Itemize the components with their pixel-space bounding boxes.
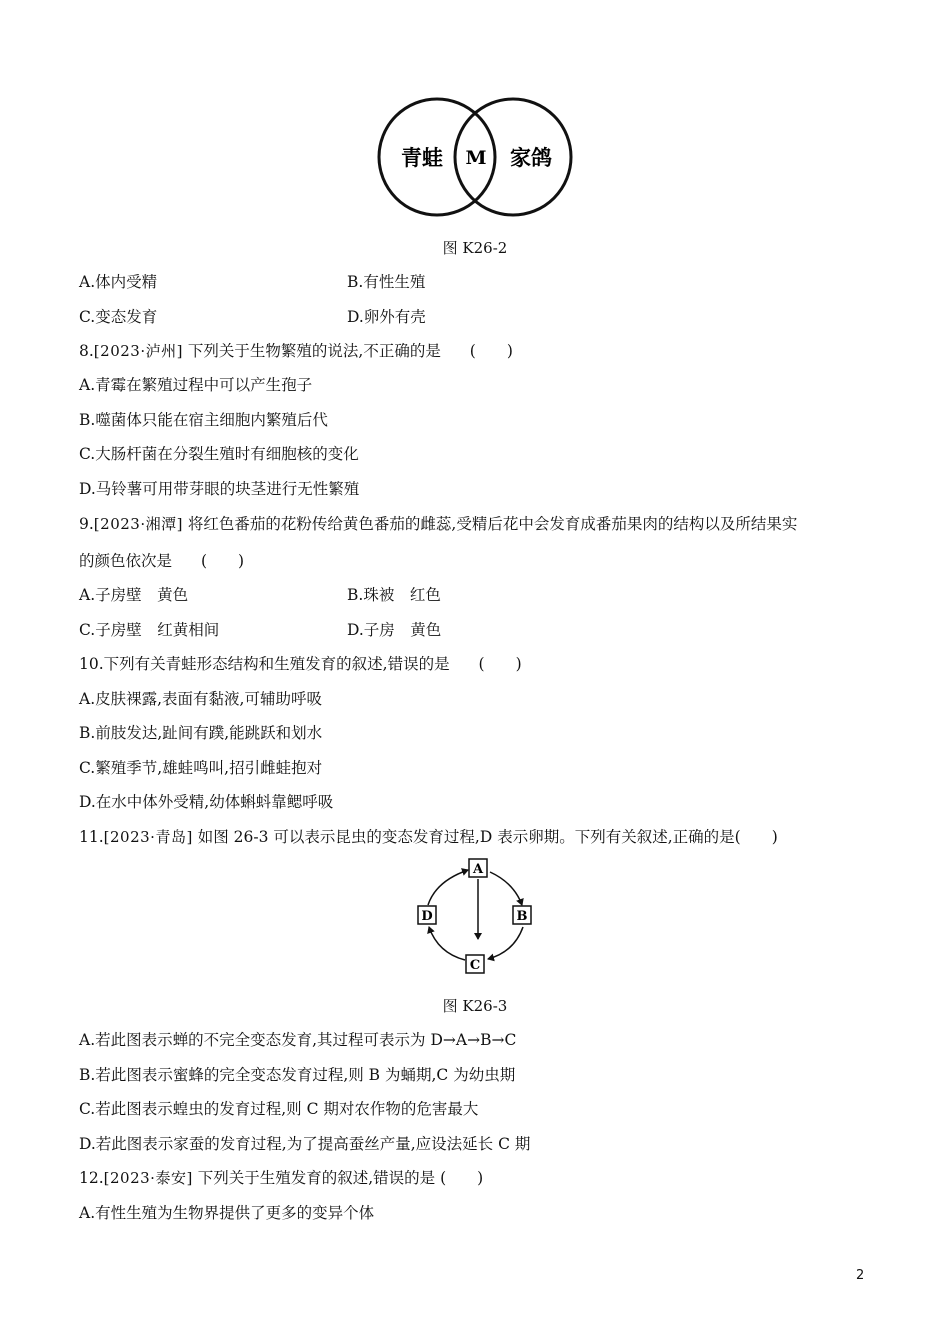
- q10-answer-blank: ( ): [478, 655, 522, 673]
- q10-stem: [79, 654, 522, 674]
- arrow-b-to-c: [488, 927, 523, 959]
- q9-text-line1: 将红色番茄的花粉传给黄色番茄的雌蕊,受精后花中会发育成番茄果肉的结构以及所结果实: [187, 515, 798, 533]
- q8-option-d: D.马铃薯可用带芽眼的块茎进行无性繁殖: [79, 480, 360, 498]
- q8-answer-blank: ( ): [469, 342, 513, 360]
- q9-option-a: A.子房壁 黄色: [79, 586, 189, 604]
- arrow-a-to-b: [490, 872, 522, 905]
- q10-text: 下列有关青蛙形态结构和生殖发育的叙述,错误的是: [103, 655, 450, 673]
- q12-number: 12.: [79, 1169, 104, 1187]
- node-label-b: B: [516, 909, 528, 924]
- q10-option-c: C.繁殖季节,雄蛙鸣叫,招引雌蛙抱对: [79, 759, 323, 777]
- q12-answer-blank: ( ): [440, 1169, 484, 1187]
- node-label-c: C: [469, 958, 481, 973]
- venn-label-left: 青蛙: [401, 146, 443, 170]
- q10-option-a: A.皮肤裸露,表面有黏液,可辅助呼吸: [79, 690, 322, 708]
- q7-option-c: C.变态发育: [79, 308, 158, 326]
- q8-option-c: C.大肠杆菌在分裂生殖时有细胞核的变化: [79, 445, 359, 463]
- q9-option-b: B.珠被 红色: [347, 586, 441, 604]
- q7-option-a: A.体内受精: [79, 273, 158, 291]
- q10-number: 10.: [79, 655, 104, 673]
- venn-diagram: [370, 92, 580, 222]
- q8-source: [2023·泸州]: [93, 342, 183, 360]
- q9-text-line2: 的颜色依次是: [79, 552, 173, 570]
- q7-option-d: D.卵外有壳: [347, 308, 426, 326]
- node-label-a: A: [472, 862, 484, 877]
- q10-option-b: B.前肢发达,趾间有蹼,能跳跃和划水: [79, 724, 323, 742]
- venn-label-right: 家鸽: [510, 146, 552, 170]
- q9-stem-line2: [79, 551, 244, 571]
- q11-stem: [79, 827, 778, 847]
- q10-option-d: D.在水中体外受精,幼体蝌蚪靠鳃呼吸: [79, 793, 334, 811]
- q11-source: [2023·青岛]: [103, 828, 193, 846]
- venn-label-center: M: [465, 147, 487, 169]
- q9-option-c: C.子房壁 红黄相间: [79, 621, 220, 639]
- q12-source: [2023·泰安]: [103, 1169, 193, 1187]
- q11-answer-blank: ( ): [734, 828, 778, 846]
- q12-option-a: A.有性生殖为生物界提供了更多的变异个体: [79, 1204, 375, 1222]
- q12-stem: [79, 1168, 483, 1188]
- node-label-d: D: [421, 909, 433, 924]
- q9-source: [2023·湘潭]: [93, 515, 183, 533]
- q8-option-b: B.噬菌体只能在宿主细胞内繁殖后代: [79, 411, 328, 429]
- q11-option-b: B.若此图表示蜜蜂的完全变态发育过程,则 B 为蛹期,C 为幼虫期: [79, 1066, 516, 1084]
- figure-caption-k26-3: 图 K26-3: [442, 997, 508, 1015]
- arrow-d-to-a: [428, 870, 468, 905]
- q11-option-c: C.若此图表示蝗虫的发育过程,则 C 期对农作物的危害最大: [79, 1100, 479, 1118]
- q9-number: 9.: [79, 515, 94, 533]
- q9-option-d: D.子房 黄色: [347, 621, 442, 639]
- figure-caption-k26-2: 图 K26-2: [442, 239, 508, 257]
- q9-answer-blank: ( ): [200, 552, 245, 570]
- q9-stem-line1: [79, 514, 797, 534]
- arrow-c-to-d: [429, 927, 465, 960]
- q8-stem: [79, 341, 513, 361]
- q11-option-a: A.若此图表示蝉的不完全变态发育,其过程可表示为 D→A→B→C: [79, 1031, 517, 1049]
- q8-text: 下列关于生物繁殖的说法,不正确的是: [187, 342, 441, 360]
- page-number: 2: [856, 1268, 865, 1283]
- q11-number: 11.: [79, 828, 104, 846]
- insect-cycle-diagram: [410, 855, 545, 977]
- q11-option-d: D.若此图表示家蚕的发育过程,为了提高蚕丝产量,应设法延长 C 期: [79, 1135, 531, 1153]
- q8-option-a: A.青霉在繁殖过程中可以产生孢子: [79, 376, 313, 394]
- q7-option-b: B.有性生殖: [347, 273, 426, 291]
- q12-text: 下列关于生殖发育的叙述,错误的是: [197, 1169, 436, 1187]
- q8-number: 8.: [79, 342, 94, 360]
- q11-text: 如图 26-3 可以表示昆虫的变态发育过程,D 表示卵期。下列有关叙述,正确的是: [197, 828, 735, 846]
